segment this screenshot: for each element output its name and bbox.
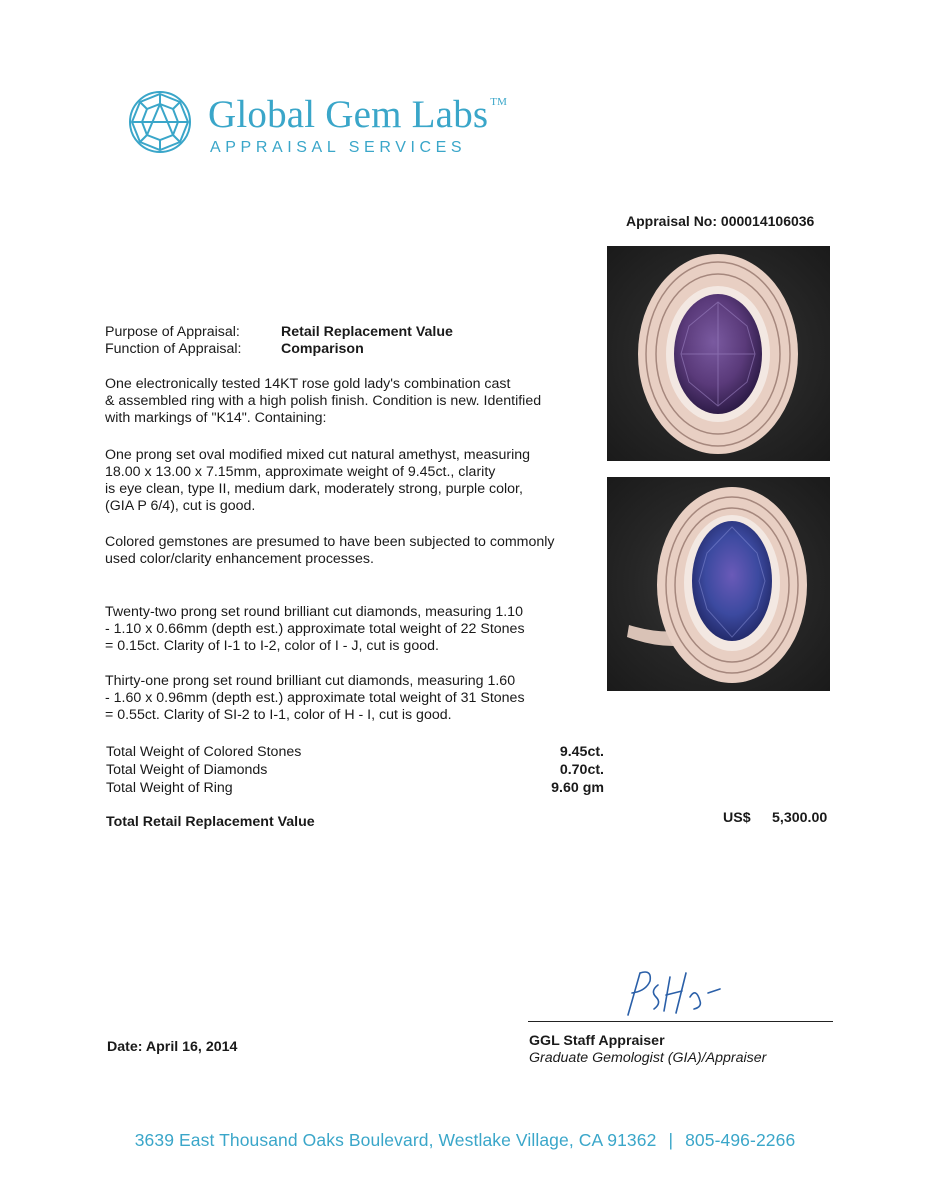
total-value-diamonds: 0.70ct. [559, 762, 604, 778]
description-line: - 1.60 x 0.96mm (depth est.) approximate total weight of 31 Stones [105, 690, 525, 706]
appraisal-number: Appraisal No: 000014106036 [626, 213, 815, 229]
appraiser-signature [610, 963, 730, 1023]
description-line: used color/clarity enhancement processes. [105, 551, 374, 567]
description-line: Colored gemstones are presumed to have been subjected to commonly [105, 534, 555, 550]
description-line: - 1.10 x 0.66mm (depth est.) approximate total weight of 22 Stones [105, 621, 525, 637]
function-row [105, 341, 453, 358]
total-value-colored-stones: 9.45ct. [559, 744, 604, 760]
total-replacement-label: Total Retail Replacement Value [106, 814, 315, 830]
description-line: One electronically tested 14KT rose gold lady's combination cast [105, 376, 511, 392]
footer-contact [0, 1130, 930, 1151]
description-line: with markings of "K14". Containing: [105, 410, 327, 426]
description-line: One prong set oval modified mixed cut natural amethyst, measuring [105, 447, 531, 463]
description-line: Thirty-one prong set round brilliant cut diamonds, measuring 1.60 [105, 673, 516, 689]
total-value-ring: 9.60 gm [551, 780, 604, 796]
ring-front-icon [607, 246, 830, 461]
total-label-colored-stones: Total Weight of Colored Stones [106, 744, 302, 760]
function-label: Function of Appraisal: [105, 341, 242, 357]
amethyst-description [105, 447, 595, 515]
enhancement-notice [105, 534, 595, 568]
appraiser-credential: Graduate Gemologist (GIA)/Appraiser [529, 1050, 767, 1066]
ring-front-photo [607, 246, 830, 461]
description-line: 18.00 x 13.00 x 7.15mm, approximate weight of 9.45ct., clarity [105, 464, 496, 480]
appraiser-title: GGL Staff Appraiser [529, 1033, 665, 1049]
total-label-ring: Total Weight of Ring [106, 780, 233, 796]
purpose-label: Purpose of Appraisal: [105, 324, 240, 340]
function-value: Comparison [281, 341, 364, 357]
brand-tagline: APPRAISAL SERVICES [210, 139, 467, 156]
description-line: = 0.15ct. Clarity of I-1 to I-2, color of I - J, cut is good. [105, 638, 439, 654]
diamonds-22-description [105, 604, 595, 655]
footer-phone: 805-496-2266 [685, 1130, 796, 1150]
brand-name: Global Gem Labs ™ [208, 93, 508, 136]
ring-angle-icon [607, 477, 830, 691]
total-currency: US$ [723, 810, 751, 826]
description-line: (GIA P 6/4), cut is good. [105, 498, 256, 514]
totals-labels [106, 743, 301, 797]
appraisal-date: Date: April 16, 2014 [107, 1039, 238, 1055]
total-label-diamonds: Total Weight of Diamonds [106, 762, 268, 778]
purpose-value: Retail Replacement Value [281, 324, 453, 340]
purpose-function-block [105, 324, 453, 358]
totals-values [532, 743, 604, 797]
description-line: Twenty-two prong set round brilliant cut diamonds, measuring 1.10 [105, 604, 523, 620]
diamonds-31-description [105, 673, 595, 724]
footer-address: 3639 East Thousand Oaks Boulevard, Westlake Village, CA 91362 [134, 1130, 657, 1150]
gem-logo-icon [128, 90, 192, 154]
ring-description [105, 376, 595, 427]
signature-line [528, 1021, 833, 1022]
description-line: & assembled ring with a high polish finish. Condition is new. Identified [105, 393, 542, 409]
trademark-mark: TM [490, 96, 508, 108]
purpose-row [105, 324, 453, 341]
description-line: = 0.55ct. Clarity of SI-2 to I-1, color of H - I, cut is good. [105, 707, 452, 723]
ring-angle-photo [607, 477, 830, 691]
description-line: is eye clean, type II, medium dark, moderately strong, purple color, [105, 481, 523, 497]
total-replacement-amount: 5,300.00 [772, 810, 828, 826]
footer-separator: | [668, 1130, 674, 1150]
